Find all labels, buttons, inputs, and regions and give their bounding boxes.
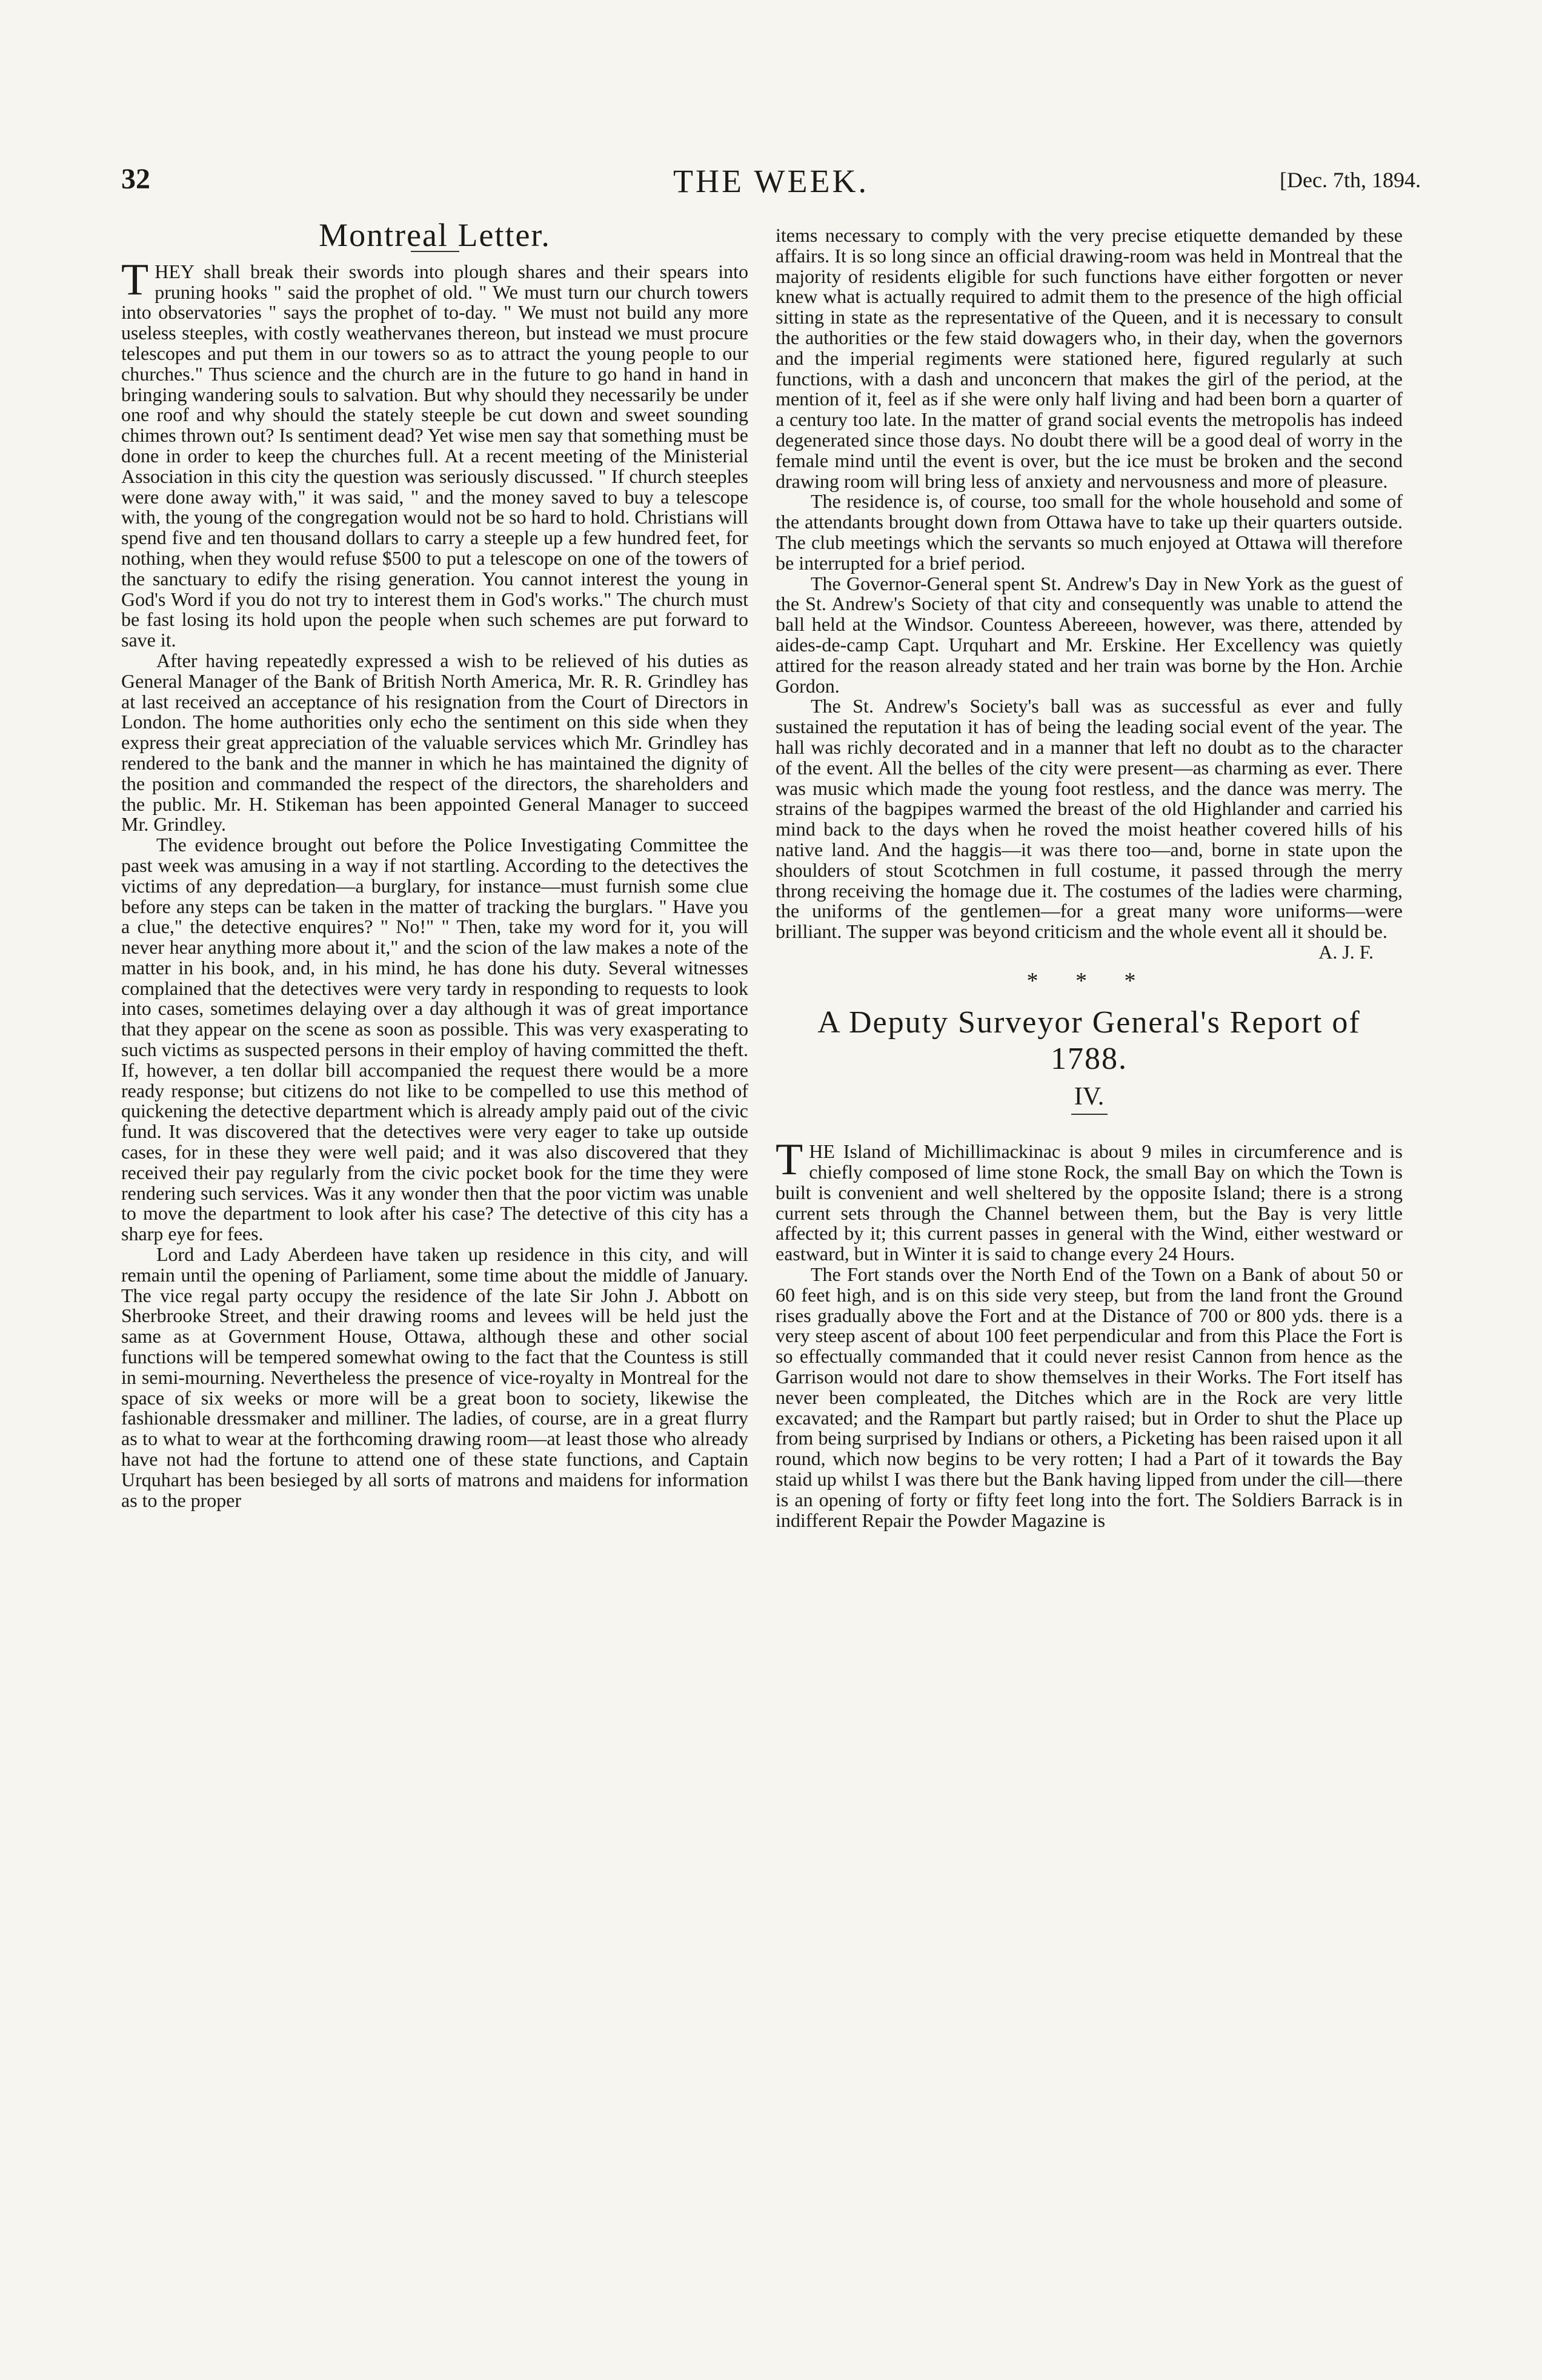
article-paragraph: After having repeatedly expressed a wish to be relieved of his duties as General Manager of the Bank of British North America, Mr. R. R. Grindley has at last received an acceptance of his resignation from the Court of Directors in London. The home authorities only echo the sentiment on this side when they express their great appreciation of the valuable services which Mr. Grindley has rendered to the bank and the manner in which he has maintained the dignity of the position and commanded the respect of the directors, the shareholders and the public. Mr. H. Stikeman has been appointed General Manager to succeed Mr. Grindley. xyxy=(121,649,748,836)
article-paragraph: THEY shall break their swords into plough shares and their spears into pruning hooks " said the prophet of old. " We must turn our church towers into observatories " says the prophet of to-day. " We must not build any more useless steeples, with costly weathervanes thereon, but instead we must procure telescopes and put them in our towers so as to attract the young people to our churches." Thus science and the church are in the future to go hand in hand in bringing wandering souls to salvation. But why should they necessarily be under one roof and why should the stately steeple be cut down and sweet sounding chimes thrown out? Is sentiment dead? Yet wise men say that something must be done in order to keep the churches full. At a recent meeting of the Ministerial Association in this city the question was seriously discussed. " If church steeples were done away with," it was said, " and the money saved to buy a telescope with, the young of the congregation would not be so hard to hold. Christians will spend five and ten thousand dollars to carry a steeple up a few hundred feet, for nothing, when they would refuse $500 to put a telescope on one of the towers of the sanctuary to edify the rising generation. You cannot interest the young in God's Word if you do not try to interest them in God's works." The church must be fast losing its hold upon the people when such schemes are put forward to save it. xyxy=(121,254,748,651)
issue-date: [Dec. 7th, 1894. xyxy=(1280,168,1421,192)
article-paragraph: The evidence brought out before the Police Investigating Committee the past week was amusing in a way if not startling. According to the detectives the victims of any depredation—a burglary, for instance—must furnish some clue before any steps can be taken in the matter of tracking the burglars. " Have you a clue," the detective enquires? " No!" " Then, take my word for it, you will never hear anything more about it," and the scion of the law makes a note of the matter in his book, and, in his mind, he has done his duty. Several witnesses complained that the detectives were very tardy in responding to requests to look into cases, sometimes delaying over a day although it was of great importance that they appear on the scene as soon as possible. This was very exasperating to such victims as suspected persons in their employ of having committed the theft. If, however, a ten dollar bill accompanied the request there would be a more ready response; but citizens do not like to be compelled to use this method of quickening the detective department which is already amply paid out of the civic fund. It was discovered that the detectives were very eager to take up outside cases, for in these they were well paid; and it was also discovered that they received their pay regularly from the civic pocket book for the time they were rendering such services. Was it any wonder then that the poor victim was unable to move the department to look after his case? The detective of this city has a sharp eye for fees. xyxy=(121,834,748,1245)
drop-cap: T xyxy=(121,254,149,305)
article-paragraph: The Governor-General spent St. Andrew's Day in New York as the guest of the St. Andrew's Society of that city and consequently was unable to attend the ball held at the Windsor. Countess Abereeen, however, was there, attended by aides-de-camp Capt. Urquhart and Mr. Erskine. Her Excellency was quietly attired for the reason already stated and her train was borne by the Hon. Archie Gordon. xyxy=(776,572,1403,697)
article-paragraph: items necessary to comply with the very precise etiquette demanded by these affairs. It is so long since an official drawing-room was held in Montreal that the majority of residents eligible for such functions have either forgotten or never knew what is actually required to admit them to the presence of the high official sitting in state as the representative of the Queen, and it is necessary to consult the authorities or the few staid dowagers who, in their day, when the governors and the imperial regiments were stationed here, figured regularly at such functions, with a dash and unconcern that makes the girl of the period, at the mention of it, feel as if she were only half living and had been born a quarter of a century too late. In the matter of grand social events the metropolis has indeed degenerated since those days. No doubt there will be a good deal of worry in the female mind until the event is over, but the ice must be broken and the second drawing room will bring less of anxiety and nervousness and more of pleasure. xyxy=(776,224,1403,492)
section-separator: * * * xyxy=(1026,968,1152,994)
page-number: 32 xyxy=(121,163,150,195)
author-signature: A. J. F. xyxy=(1318,940,1374,963)
article-paragraph: THE Island of Michillimackinac is about 9 miles in circumference and is chiefly composed of lime stone Rock, the small Bay on which the Town is built is convenient and well sheltered by the opposite Island; there is a strong current sets through the Channel between them, but the Bay is very little affected by it; this current passes in general with the Wind, either westward or eastward, but in Winter it is said to change every 24 Hours. xyxy=(776,1135,1403,1265)
right-column xyxy=(776,225,1403,1531)
drop-cap: T xyxy=(776,1135,803,1185)
montreal-letter-title: Montreal Letter. xyxy=(319,217,551,253)
article-paragraph: The Fort stands over the North End of the Town on a Bank of about 50 or 60 feet high, and is on this side very steep, but from the land front the Ground rises gradually above the Fort and at the Distance of 700 or 800 yds. there is a very steep ascent of about 100 feet perpendicular and from this Place the Fort is so effectually commanded that it could never resist Cannon from hence as the Garrison would not dare to show themselves in their Works. The Fort itself has never been compleated, the Ditches which are in the Rock are very little excavated; and the Rampart but partly raised; but in Order to shut the Place up from being surprised by Indians or others, a Picketing has been raised upon it all round, which now begins to be very rotten; I had a Part of it towards the Bay staid up whilst I was there but the Bank having lipped from under the cill—there is an opening of forty or fifty feet long into the fort. The Soldiers Barrack is in indifferent Repair the Powder Magazine is xyxy=(776,1263,1403,1531)
running-title: THE WEEK. xyxy=(673,163,869,199)
left-column xyxy=(121,217,748,1511)
page-header xyxy=(121,162,1421,211)
article-paragraph: The residence is, of course, too small for the whole household and some of the attendants brought down from Ottawa have to take up their quarters outside. The club meetings which the servants so much enjoyed at Ottawa will therefore be interrupted for a brief period. xyxy=(776,490,1403,574)
article-paragraph: Lord and Lady Aberdeen have taken up residence in this city, and will remain until the opening of Parliament, some time about the middle of January. The vice regal party occupy the residence of the late Sir John J. Abbott on Sherbrooke Street, and their drawing rooms and levees will be held just the same as at Government House, Ottawa, although these and other social functions will be tempered somewhat owing to the fact that the Countess is still in semi-mourning. Nevertheless the presence of vice-royalty in Montreal for the space of six weeks or more will be a great boon to society, likewise the fashionable dressmaker and milliner. The ladies, of course, are in a great flurry as to what to wear at the forthcoming drawing room—at least those who already have not had the fortune to attend one of these state functions, and Captain Urquhart has been besieged by all sorts of matrons and maidens for information as to the proper xyxy=(121,1243,748,1511)
report-part-number: IV. xyxy=(1074,1083,1105,1111)
report-title: A Deputy Surveyor General's Report of 1788. xyxy=(817,1005,1361,1077)
part-rule xyxy=(1071,1114,1108,1115)
article-paragraph: The St. Andrew's Society's ball was as successful as ever and fully sustained the reputation it has of being the leading social event of the year. The hall was richly decorated and in a manner that left no doubt as to the character of the event. All the belles of the city were present—as charming as ever. There was music which made the young foot restless, and the dance was merry. The strains of the bagpipes warmed the breast of the old Highlander and carried his mind back to the days when he roved the moist heather covered hills of his native land. And the haggis—it was there too—and, borne in state upon the shoulders of stout Scotchmen in full costume, it passed through the merry throng receiving the homage due it. The costumes of the ladies were charming, the uniforms of the gentlemen—for a great many wore uniforms—were brilliant. The supper was beyond criticism and the whole event all it should be. xyxy=(776,695,1403,943)
